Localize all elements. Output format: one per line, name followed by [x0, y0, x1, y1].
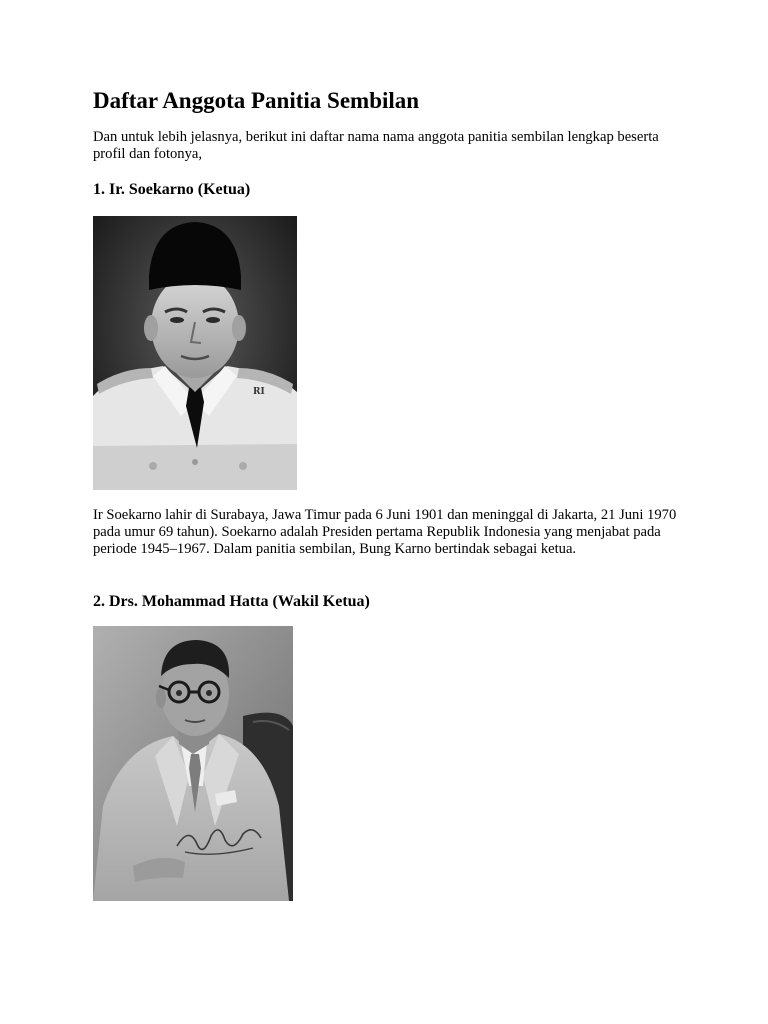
- soekarno-photo: [93, 216, 297, 490]
- member-2-heading: 2. Drs. Mohammad Hatta (Wakil Ketua): [93, 593, 370, 610]
- hatta-portrait-image: [93, 626, 293, 901]
- soekarno-portrait-image: [93, 216, 297, 490]
- document-title: Daftar Anggota Panitia Sembilan: [93, 88, 420, 113]
- intro-paragraph: Dan untuk lebih jelasnya, berikut ini daftar nama nama anggota panitia sembilan lengkap beserta profil dan fotonya,: [93, 129, 659, 162]
- member-1-bio: Ir Soekarno lahir di Surabaya, Jawa Timur pada 6 Juni 1901 dan meninggal di Jakarta, 21 Juni 1970 pada umur 69 tahun). Soekarno adalah Presiden pertama Republik Indonesia yang menjabat pada periode 1945–1967. Dalam panitia sembilan, Bung Karno bertindak sebagai ketua.: [93, 507, 677, 557]
- hatta-photo: [93, 626, 293, 901]
- uniform-badge: RI: [253, 387, 265, 397]
- member-1-heading: 1. Ir. Soekarno (Ketua): [93, 181, 251, 198]
